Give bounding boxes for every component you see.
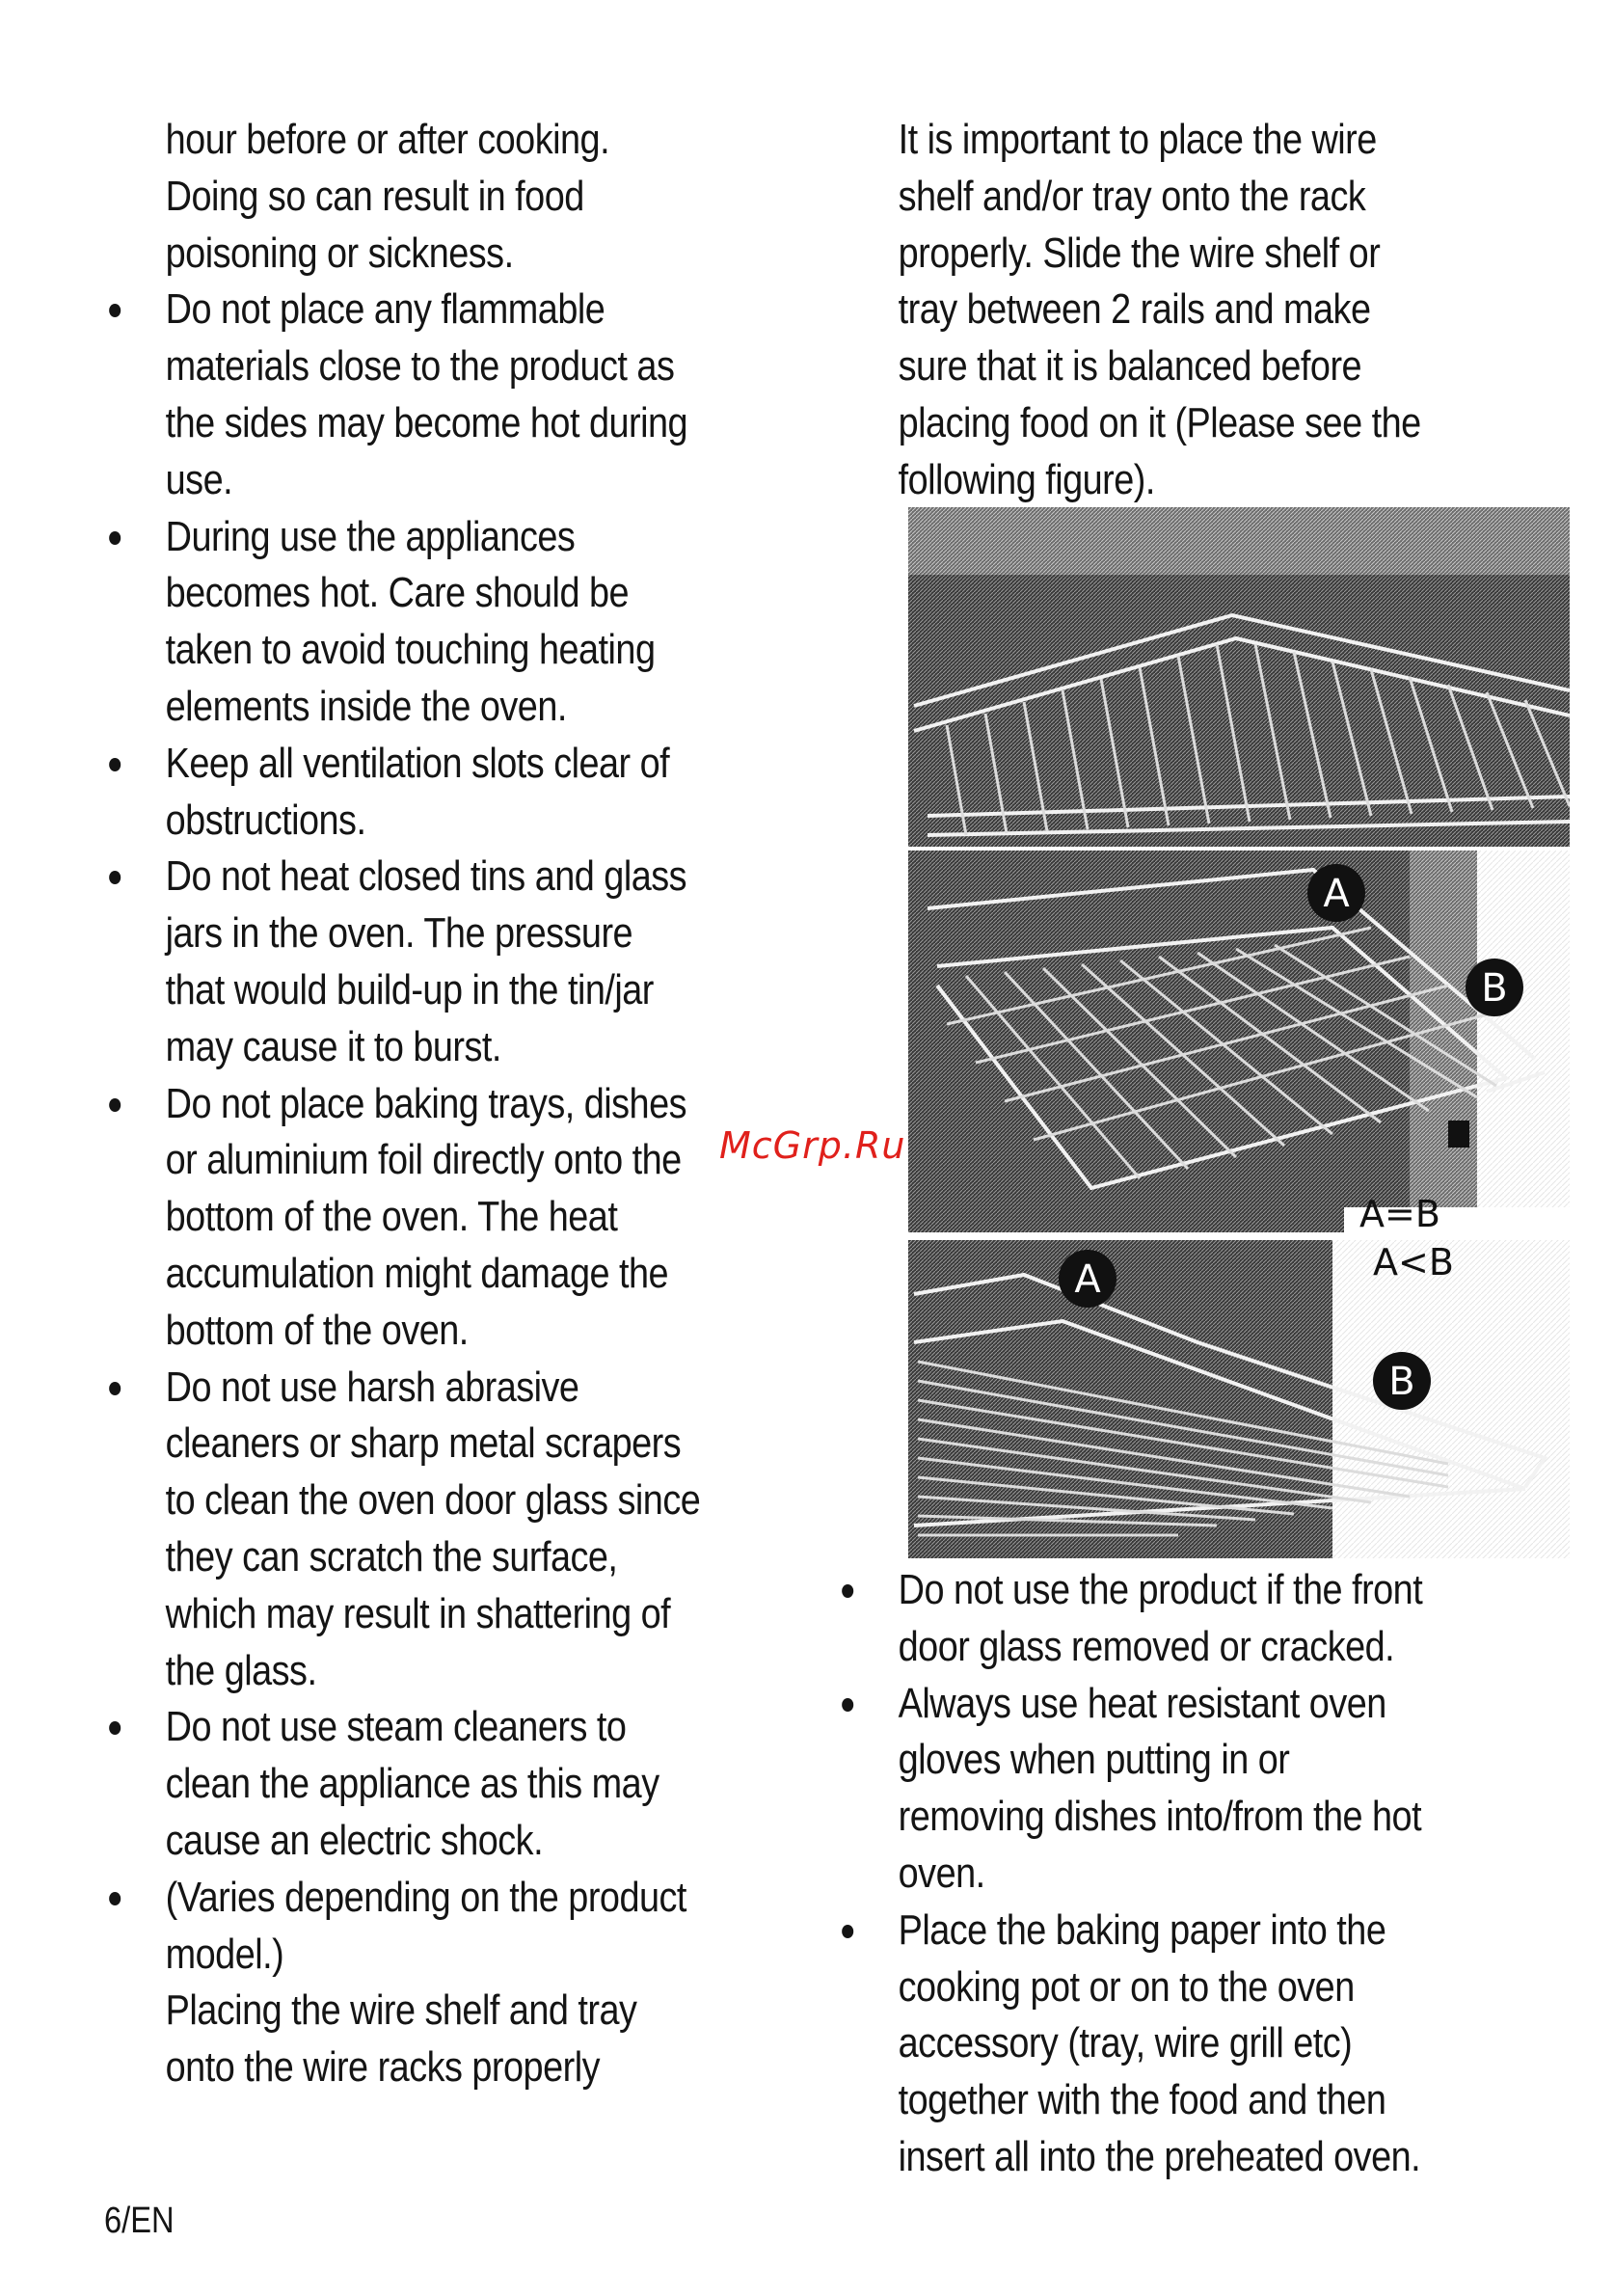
bullet-dot-icon <box>109 531 121 545</box>
text-line: that would build-up in the tin/jar <box>165 965 654 1013</box>
bullet-item-ventilation <box>104 736 701 850</box>
bullet-dot-icon <box>109 871 121 884</box>
text-line: Do not heat closed tins and glass <box>165 852 687 901</box>
bullet-dot-icon <box>109 1892 121 1905</box>
bullet-item-closed-tins <box>104 849 701 1075</box>
label-a-equals-b: A=B <box>1359 1193 1440 1235</box>
text-line: removing dishes into/from the hot <box>898 1793 1422 1841</box>
text-line: Placing the wire shelf and tray <box>165 1986 637 2035</box>
left-column <box>104 112 701 2096</box>
right-column-intro <box>837 112 1467 509</box>
text-line: sure that it is balanced before <box>898 342 1362 391</box>
text-line: jars in the oven. The pressure <box>165 909 633 958</box>
bullet-dot-icon <box>109 1382 121 1395</box>
text-line: which may result in shattering of <box>165 1589 671 1637</box>
text-line: Do not use harsh abrasive <box>165 1363 579 1411</box>
label-b-marker-2 <box>1373 1352 1431 1410</box>
bullet-item-baking-paper <box>837 1903 1467 2186</box>
label-a-text: A <box>1323 872 1350 916</box>
text-line: Always use heat resistant oven <box>898 1679 1386 1727</box>
text-line: accumulation might damage the <box>165 1249 669 1297</box>
bullet-item-oven-gloves <box>837 1676 1467 1903</box>
text-line: bottom of the oven. The heat <box>165 1193 618 1241</box>
bullet-item-baking-trays <box>104 1076 701 1360</box>
text-line: cleaners or sharp metal scrapers <box>165 1419 682 1468</box>
text-line: the glass. <box>165 1646 317 1694</box>
bullet-dot-icon <box>109 1098 121 1112</box>
text-line: accessory (tray, wire grill etc) <box>898 2019 1353 2067</box>
figure-panel-middle <box>908 851 1570 1235</box>
text-line: model.) <box>165 1930 284 1978</box>
right-intro-paragraph <box>837 112 1467 509</box>
bullet-item-flammable <box>104 282 701 508</box>
bullet-dot-icon <box>842 1925 853 1938</box>
text-line: onto the wire racks properly <box>165 2043 600 2092</box>
bullet-item-door-glass <box>837 1562 1467 1676</box>
text-line: oven. <box>898 1849 985 1897</box>
label-a-marker <box>1307 864 1365 922</box>
text-line: bottom of the oven. <box>165 1306 469 1354</box>
text-line: to clean the oven door glass since <box>165 1476 701 1525</box>
text-line: the sides may become hot during <box>165 398 688 446</box>
right-bullet-list <box>837 1562 1467 2186</box>
text-line: obstructions. <box>165 796 366 844</box>
text-line: may cause it to burst. <box>165 1022 501 1070</box>
label-b-marker <box>1466 959 1523 1016</box>
text-line: becomes hot. Care should be <box>165 569 630 617</box>
text-line: together with the food and then <box>898 2076 1386 2124</box>
text-line: following figure). <box>898 455 1155 503</box>
text-line: door glass removed or cracked. <box>898 1622 1395 1670</box>
text-line: Doing so can result in food <box>165 172 584 220</box>
text-line: or aluminium foil directly onto the <box>165 1136 682 1184</box>
wire-shelf-figure <box>908 507 1570 1558</box>
text-line: cause an electric shock. <box>165 1816 544 1864</box>
text-line: materials close to the product as <box>165 342 675 391</box>
text-line: Keep all ventilation slots clear of <box>165 739 670 787</box>
text-line: hour before or after cooking. <box>165 116 610 163</box>
bullet-dot-icon <box>109 758 121 771</box>
text-line: Place the baking paper into the <box>898 1905 1386 1954</box>
bullet-dot-icon <box>109 304 121 317</box>
text-line: use. <box>165 455 233 503</box>
text-line: cooking pot or on to the oven <box>898 1962 1355 2011</box>
text-line: elements inside the oven. <box>165 682 567 730</box>
text-line: Do not use the product if the front <box>898 1566 1423 1613</box>
label-a-text-2: A <box>1074 1257 1101 1302</box>
right-column-bullets <box>837 1562 1467 2186</box>
bullet-dot-icon <box>842 1698 853 1712</box>
page-number: 6/EN <box>104 2201 175 2241</box>
bullet-item-abrasive-cleaners <box>104 1360 701 1700</box>
left-intro-paragraph <box>104 112 701 282</box>
bullet-item-product-model <box>104 1870 701 2096</box>
watermark: McGrp.Ru <box>719 1124 906 1167</box>
text-line: tray between 2 rails and make <box>898 285 1371 334</box>
label-a-marker-2 <box>1059 1250 1116 1308</box>
text-line: (Varies depending on the product <box>165 1873 686 1921</box>
text-line: placing food on it (Please see the <box>898 398 1421 446</box>
text-line: Do not use steam cleaners to <box>165 1703 627 1751</box>
text-line: clean the appliance as this may <box>165 1760 659 1808</box>
text-line: properly. Slide the wire shelf or <box>898 229 1381 277</box>
text-line: It is important to place the wire <box>898 116 1377 163</box>
figure-panel-top <box>908 507 1570 851</box>
text-line: they can scratch the surface, <box>165 1532 618 1580</box>
label-b-text: B <box>1481 966 1508 1011</box>
text-line: taken to avoid touching heating <box>165 626 656 674</box>
text-line: During use the appliances <box>165 512 576 560</box>
text-line: shelf and/or tray onto the rack <box>898 172 1366 220</box>
label-b-text-2: B <box>1388 1360 1415 1404</box>
bullet-item-steam-cleaners <box>104 1699 701 1869</box>
bullet-dot-icon <box>109 1721 121 1735</box>
text-line: Do not place baking trays, dishes <box>165 1079 687 1127</box>
label-a-less-than-b: A<B <box>1373 1241 1454 1283</box>
left-bullet-list <box>104 282 701 2096</box>
text-line: insert all into the preheated oven. <box>898 2132 1421 2180</box>
figure-panel-bottom <box>908 1236 1570 1558</box>
text-line: gloves when putting in or <box>898 1736 1290 1784</box>
text-line: Do not place any flammable <box>165 285 605 334</box>
text-line: poisoning or sickness. <box>165 229 514 277</box>
bullet-dot-icon <box>842 1584 853 1598</box>
bullet-item-hot-appliance <box>104 509 701 736</box>
